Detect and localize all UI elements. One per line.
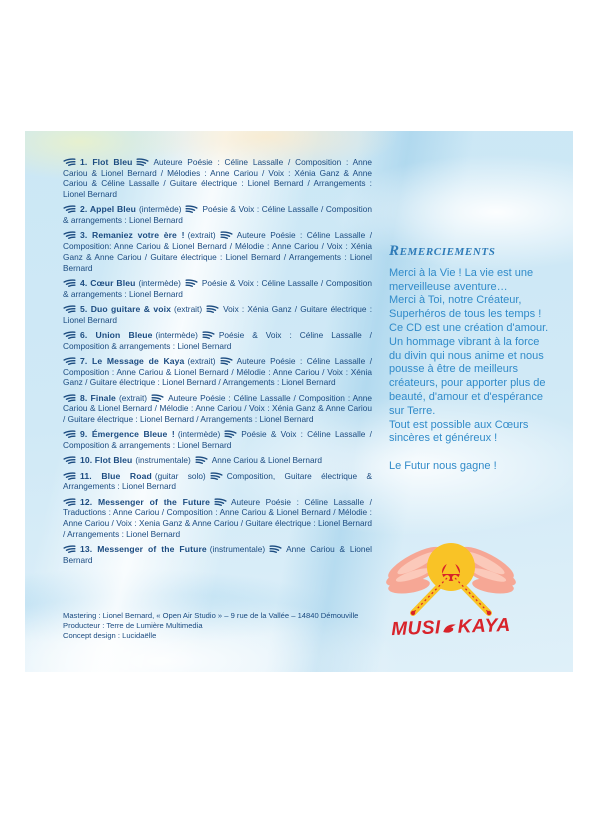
acknowledgements-paragraph: Ce CD est une création d'amour. Un hommage vibrant à la force du divin qui nous anime et nous pousse à être de meilleurs créateurs, pour apporter plus de beauté, d'amour et d'espérance sur Terre.: [389, 321, 549, 417]
sun-wings-icon: [375, 541, 527, 659]
wing-left-icon: [63, 231, 76, 239]
track-credits: Auteure Poésie : Céline Lassalle / Composition : Anne Cariou & Lionel Bernard / Mélodie : Anne Cariou / Voix : Xénia Ganz & Anne Cariou / Guitare électrique : Lionel Bernard / Arrangements : Lionel Bernard: [63, 392, 372, 424]
track-item: [63, 393, 372, 425]
track-credits: Anne Cariou & Lionel Bernard: [211, 455, 322, 466]
track-title: 6. Union Bleue: [80, 329, 153, 340]
bird-icon: [442, 622, 457, 636]
track-qualifier: (extrait): [173, 303, 203, 314]
track-item: [63, 278, 372, 299]
wing-right-icon: [185, 279, 198, 287]
track-title: 4. Cœur Bleu: [80, 277, 136, 288]
track-title: 3. Remaniez votre ère !: [80, 230, 185, 241]
track-title: 5. Duo guitare & voix: [80, 303, 171, 314]
wing-right-icon: [224, 430, 237, 438]
track-credits: Poésie & Voix : Céline Lassalle / Composition & arrangements : Lionel Bernard: [63, 329, 372, 351]
track-qualifier: (instrumentale): [135, 455, 191, 466]
wing-left-icon: [63, 394, 76, 402]
wing-left-icon: [63, 279, 76, 287]
track-title: 2. Appel Bleu: [80, 204, 137, 215]
wing-right-icon: [195, 456, 208, 464]
track-item: [63, 471, 372, 492]
track-qualifier: (extrait): [187, 355, 216, 366]
track-credits: Anne Cariou & Lionel Bernard: [63, 543, 372, 565]
wing-left-icon: [63, 357, 76, 365]
track-qualifier: (guitar solo): [154, 470, 206, 481]
wing-right-icon: [220, 231, 233, 239]
track-title: 7. Le Message de Kaya: [80, 355, 185, 366]
wing-left-icon: [63, 545, 76, 553]
acknowledgements: [389, 245, 549, 474]
track-title: 9. Émergence Bleue !: [80, 429, 175, 440]
wing-right-icon: [136, 158, 149, 166]
sky-artwork: [25, 131, 573, 672]
logo-word-musi: MUSI: [390, 617, 442, 641]
track-item: [63, 544, 372, 565]
track-item: [63, 204, 372, 225]
wing-left-icon: [63, 430, 76, 438]
wing-left-icon: [63, 472, 76, 480]
track-item: [63, 330, 372, 351]
track-list: [63, 157, 372, 570]
track-item: [63, 230, 372, 273]
track-credits: Composition, Guitare électrique & Arrangements : Lionel Bernard: [63, 470, 372, 492]
track-credits: Auteure Poésie : Céline Lassalle / Composition: Anne Cariou & Lionel Bernard / Mélodie : Anne Cariou / Voix : Xénia Ganz & Anne Cariou / Guitare électrique : Lionel Bernard / Arrangements : Lionel Bernard: [63, 230, 373, 273]
track-credits: Auteure Poésie : Céline Lassalle / Composition : Anne Cariou & Lionel Bernard / Mélodie : Anne Cariou / Voix : Xénia Ganz / Guitare électrique : Lionel Bernard / Arrangements : Lionel Bernard: [63, 355, 372, 388]
wing-right-icon: [202, 331, 215, 339]
track-qualifier: (intermède): [139, 204, 182, 215]
wing-right-icon: [269, 545, 282, 553]
wing-left-icon: [63, 456, 76, 464]
track-qualifier: (intermède): [155, 329, 198, 340]
track-item: [63, 429, 372, 450]
track-qualifier: (intermède): [177, 429, 221, 440]
track-title: 12. Messenger of the Future: [80, 496, 210, 507]
track-credits: Poésie & Voix : Céline Lassalle / Composition & arrangements : Lionel Bernard: [63, 429, 372, 450]
track-item: [63, 455, 372, 466]
track-item: [63, 356, 372, 388]
track-qualifier: (extrait): [187, 230, 216, 241]
track-title: 10. Flot Bleu: [80, 455, 133, 466]
track-qualifier: (extrait): [118, 392, 148, 403]
production-credits: [63, 611, 393, 640]
wing-right-icon: [151, 394, 164, 402]
acknowledgements-paragraph: Tout est possible aux Cœurs sincères et généreux !: [389, 418, 529, 445]
track-credits: Voix : Xénia Ganz / Guitare électrique : Lionel Bernard: [63, 303, 372, 325]
credit-line-mastering: Mastering : Lionel Bernard, « Open Air Studio » – 9 rue de la Vallée – 14840 Démouville: [63, 611, 359, 620]
acknowledgements-paragraph: Merci à Toi, notre Créateur, Superhéros de tous les temps !: [389, 294, 542, 321]
track-credits: Poésie & Voix : Céline Lassalle / Composition & arrangements : Lionel Bernard: [63, 204, 372, 226]
track-title: 1. Flot Bleu: [80, 157, 133, 167]
acknowledgements-heading: Remerciements: [389, 243, 496, 259]
track-item: [63, 497, 372, 540]
track-credits: Auteure Poésie : Céline Lassalle / Composition : Anne Cariou & Lionel Bernard / Mélodies : Anne Cariou / Voix : Xénia Ganz & Anne Cariou & Céline Lassalle / Guitare électrique : Lionel Bernard / Arrangements : Lionel Bernard: [63, 157, 373, 200]
track-title: 8. Finale: [80, 392, 116, 403]
track-item: [63, 157, 372, 200]
credit-line-producer: Producteur : Terre de Lumière Multimedia: [63, 620, 203, 630]
track-title: 13. Messenger of the Future: [80, 543, 207, 554]
track-item: [63, 304, 372, 325]
wing-right-icon: [214, 498, 227, 506]
acknowledgements-paragraph: Le Futur nous gagne !: [389, 460, 497, 473]
track-credits: Poésie & Voix : Céline Lassalle / Composition & arrangements : Lionel Bernard: [63, 277, 372, 299]
wing-right-icon: [220, 357, 233, 365]
wing-left-icon: [63, 331, 76, 339]
track-qualifier: (instrumentale): [209, 543, 266, 554]
wing-right-icon: [210, 472, 223, 480]
wing-left-icon: [63, 158, 76, 166]
credit-line-design: Concept design : Lucidaëlle: [63, 630, 157, 640]
track-qualifier: (intermède): [138, 277, 181, 288]
wing-left-icon: [63, 205, 76, 213]
wing-left-icon: [63, 498, 76, 506]
wing-left-icon: [63, 305, 76, 313]
acknowledgements-paragraph: Merci à la Vie ! La vie est une merveilleuse aventure…: [389, 266, 534, 293]
wing-right-icon: [206, 305, 219, 313]
musikaya-logo: [375, 541, 527, 659]
track-credits: Auteure Poésie : Céline Lassalle / Traductions : Anne Cariou / Composition : Anne Cariou & Lionel Bernard / Mélodie : Anne Cariou / Voix : Xenia Ganz & Anne Cariou / Guitare électrique : Lionel Bernard / Arrangements : Lionel Bernard: [63, 496, 372, 539]
wing-right-icon: [185, 205, 198, 213]
logo-word-kaya: KAYA: [457, 614, 512, 638]
track-title: 11. Blue Road: [80, 470, 152, 481]
